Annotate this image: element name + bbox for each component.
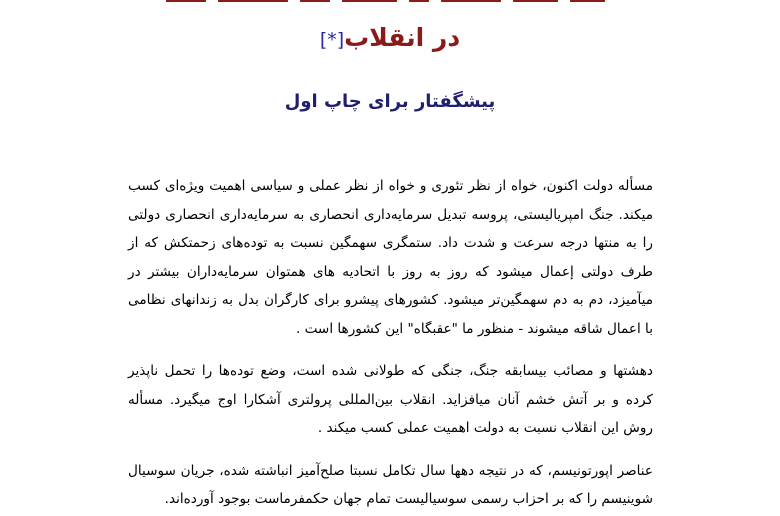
document-title [0,20,780,58]
paragraph-1: مسأله دولت اکنون، خواه از نظر تئوری و خواه از نظر عملی و سیاسی اهمیت ویژه‌ای کسب میکند. جنگ امپریالیستی، پروسه تبدیل سرمایه‌داری انحصاری به سرمایه‌داری انحصاری دولتی را به منتها درجه سرعت و شدت داد. ستمگری سهمگین نسبت به توده‌های زحمتکش که از طرف دولتی إعمال میشود که روز به روز با اتحادیه های همتوان سرمایه‌داران بیشتر در میآمیزد، دم به دم سهمگین‌تر میشود. کشورهای پیشرو برای کارگران بدل به زندانهای نظامی با اعمال شاقه میشوند - منظور ما "عقبگاه" این کشورها است . [128,178,653,337]
footnote-link[interactable]: [*] [319,29,345,51]
section-heading: پیشگفتار برای چاپ اول [284,91,496,112]
paragraph-2: دهشتها و مصائب بیسابقه جنگ، جنگی که طولانی شده است، وضع توده‌ها را تحمل ناپذیر کرده و بر آتش خشم آنان میافزاید. انقلاب بین‌المللی پرولتری آشکارا اوج میگیرد. مسأله روش این انقلاب نسبت به دولت اهمیت عملی کسب میکند . [128,363,653,436]
body-text [128,172,653,516]
cut-off-heading-line [160,0,630,2]
paragraph-3: عناصر اپورتونیسم، که در نتیجه دهها سال تکامل نسبتا صلح‌آمیز انباشته شده، جریان سوسیال شوینیسم را که بر احزاب رسمی سوسیالیست تمام جهان حکمفرماست بوجود آورده‌اند. [128,462,653,507]
title-text: در انقلاب [344,23,461,52]
